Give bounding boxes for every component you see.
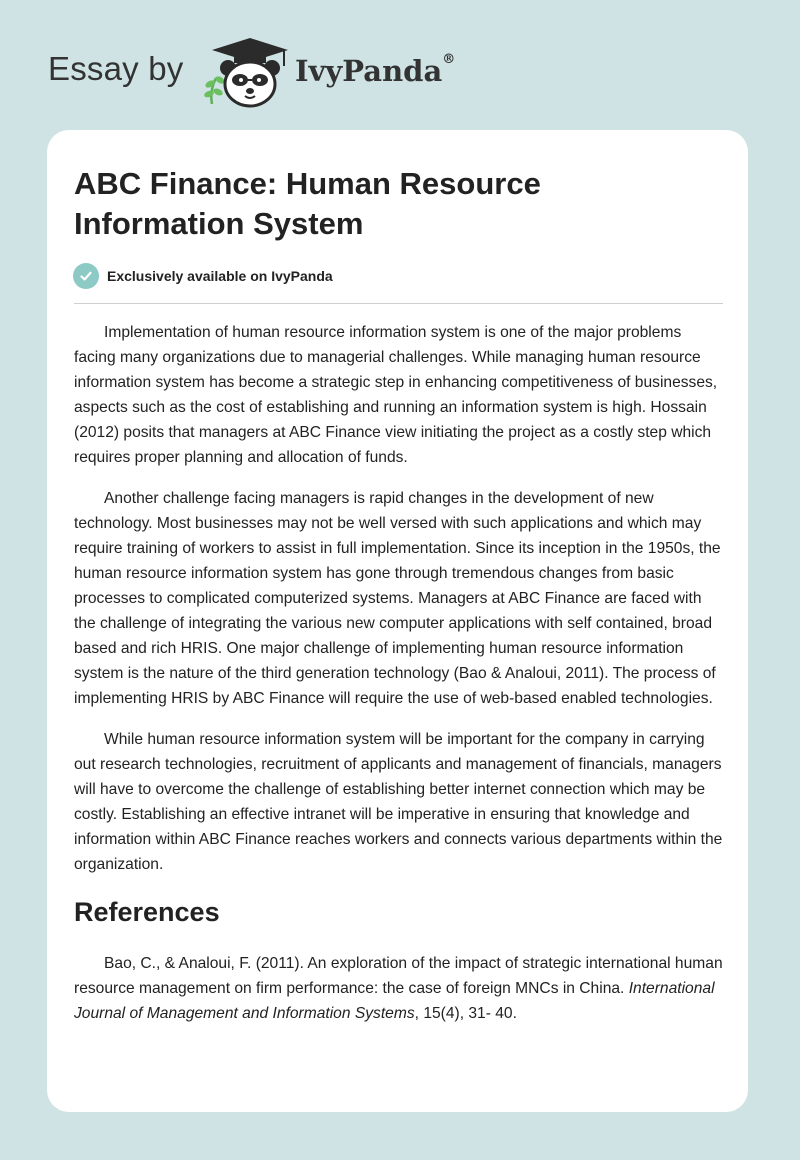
brand-name: IvyPanda® bbox=[295, 52, 456, 88]
paragraph: While human resource information system will be important for the company in carrying out research technologies, recruitment of applicants and management of financials, managers will have to overcome the challenge of establishing better internet connection which may be costly. Establishing an effective intranet will be imperative in ensuring that knowledge and information within ABC Finance reaches workers and connects various departments within the organization. bbox=[74, 731, 723, 873]
paragraph: Implementation of human resource information system is one of the major problems facing many organizations due to managerial challenges. While managing human resource information system has become a strategic step in enhancing competitiveness of businesses, aspects such as the cost of establishing and running an information system is high. Hossain (2012) posits that managers at ABC Finance view initiating the project as a costly step which requires proper planning and allocation of funds. bbox=[74, 324, 718, 466]
reference-entry: Bao, C., & Analoui, F. (2011). An exploration of the impact of strategic international human resource management on firm performance: the case of foreign MNCs in China. International Journal of Management and Information Systems, 15(4), 31- 40. bbox=[74, 955, 723, 1022]
paragraph: Another challenge facing managers is rapid changes in the development of new technology. Most businesses may not be well versed with such applications and which may require training of workers to assist in full implementation. Since its inception in the 1950s, the human resource information system has gone through tremendous changes from basic processes to complicated computerized systems. Managers at ABC Finance are faced with the challenge of integrating the various new computer applications with self contained, broad based and rich HRIS. One major challenge of implementing human resource information system is the nature of the third generation technology (Bao & Analoui, 2011). The process of implementing HRIS by ABC Finance will require the use of web-based enabled technologies. bbox=[74, 490, 721, 707]
article-card bbox=[47, 130, 748, 1112]
panda-logo-icon bbox=[202, 34, 292, 110]
checkmark-icon bbox=[73, 263, 99, 289]
page-title: ABC Finance: Human Resource Information System bbox=[74, 166, 541, 241]
reference-journal: International Journal of Management and Information Systems bbox=[74, 980, 715, 1022]
brand-prefix: Essay by bbox=[48, 50, 184, 87]
divider bbox=[74, 303, 723, 304]
brand-header[interactable] bbox=[48, 34, 508, 114]
references-heading: References bbox=[74, 897, 220, 927]
exclusive-badge bbox=[73, 262, 333, 290]
badge-text: Exclusively available on IvyPanda bbox=[107, 268, 333, 284]
article-body bbox=[74, 320, 726, 1026]
